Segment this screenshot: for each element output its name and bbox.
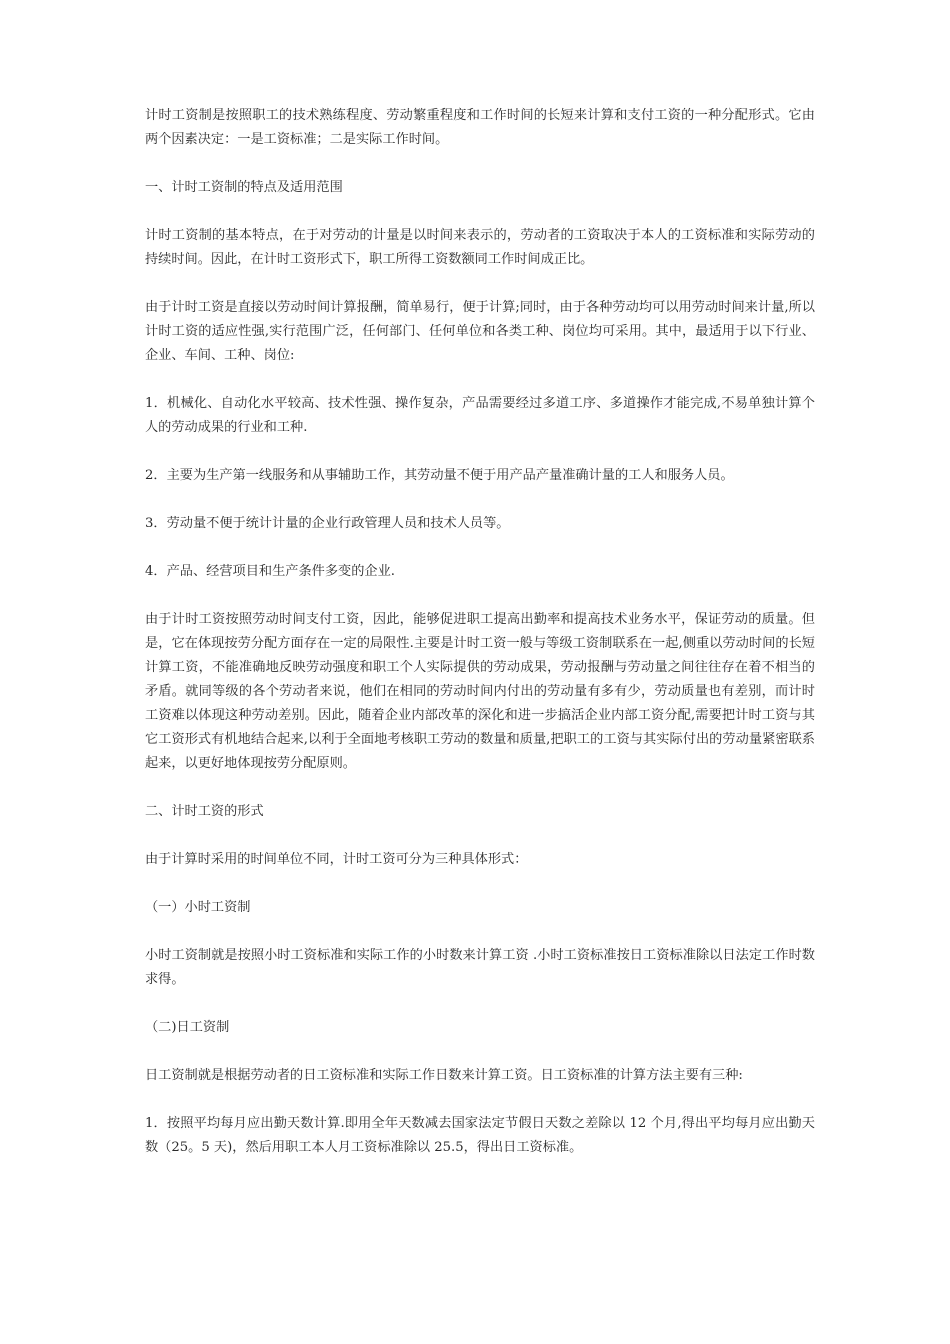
list-item-3: 3．劳动量不便于统计计量的企业行政管理人员和技术人员等。 xyxy=(145,516,510,531)
subheading-hourly: （一）小时工资制 xyxy=(145,900,251,915)
document-body xyxy=(145,104,815,1184)
paragraph-limitations: 由于计时工资按照劳动时间支付工资，因此，能够促进职工提高出勤率和提高技术业务水平，保证劳动的质量。但是，它在体现按劳分配方面存在一定的局限性.主要是计时工资一般与等级工资制联系在一起,侧重以劳动时间的长短计算工资，不能准确地反映劳动强度和职工个人实际提供的劳动成果，劳动报酬与劳动量之间往往存在着不相当的矛盾。就同等级的各个劳动者来说，他们在相同的劳动时间内付出的劳动量有多有少，劳动质量也有差别，而计时工资难以体现这种劳动差别。因此，随着企业内部改革的深化和进一步搞活企业内部工资分配,需要把计时工资与其它工资形式有机地结合起来,以利于全面地考核职工劳动的数量和质量,把职工的工资与其实际付出的劳动量紧密联系起来，以更好地体现按劳分配原则。 xyxy=(145,612,815,771)
list-item-2: 2．主要为生产第一线服务和从事辅助工作，其劳动量不便于用产品产量准确计量的工人和服务人员。 xyxy=(145,468,734,483)
list-item-1: 1．机械化、自动化水平较高、技术性强、操作复杂，产品需要经过多道工序、多道操作才能完成,不易单独计算个人的劳动成果的行业和工种. xyxy=(145,396,815,435)
subheading-daily: （二)日工资制 xyxy=(145,1020,230,1035)
paragraph-hourly: 小时工资制就是按照小时工资标准和实际工作的小时数来计算工资 .小时工资标准按日工资标准除以日法定工作时数求得。 xyxy=(145,948,815,987)
paragraph-forms: 由于计算时采用的时间单位不同，计时工资可分为三种具体形式： xyxy=(145,852,528,867)
paragraph-features: 计时工资制的基本特点，在于对劳动的计量是以时间来表示的，劳动者的工资取决于本人的工资标准和实际劳动的持续时间。因此，在计时工资形式下，职工所得工资数额同工作时间成正比。 xyxy=(145,228,815,267)
intro-paragraph: 计时工资制是按照职工的技术熟练程度、劳动繁重程度和工作时间的长短来计算和支付工资的一种分配形式。它由两个因素决定：一是工资标准；二是实际工作时间。 xyxy=(145,108,815,147)
paragraph-daily: 日工资制就是根据劳动者的日工资标准和实际工作日数来计算工资。日工资标准的计算方法主要有三种: xyxy=(145,1068,743,1083)
paragraph-applicability: 由于计时工资是直接以劳动时间计算报酬，简单易行，便于计算;同时，由于各种劳动均可以用劳动时间来计量,所以计时工资的适应性强,实行范围广泛，任何部门、任何单位和各类工种、岗位均可采用。其中，最适用于以下行业、企业、车间、工种、岗位: xyxy=(145,300,815,363)
section-heading-2: 二、计时工资的形式 xyxy=(145,804,264,819)
list-item-4: 4．产品、经营项目和生产条件多变的企业. xyxy=(145,564,395,579)
daily-method-1: 1．按照平均每月应出勤天数计算.即用全年天数减去国家法定节假日天数之差除以 12 个月,得出平均每月应出勤天数（25。5 天)，然后用职工本人月工资标准除以 25.5，得出日工资标准。 xyxy=(145,1116,815,1155)
section-heading-1: 一、计时工资制的特点及适用范围 xyxy=(145,180,343,195)
